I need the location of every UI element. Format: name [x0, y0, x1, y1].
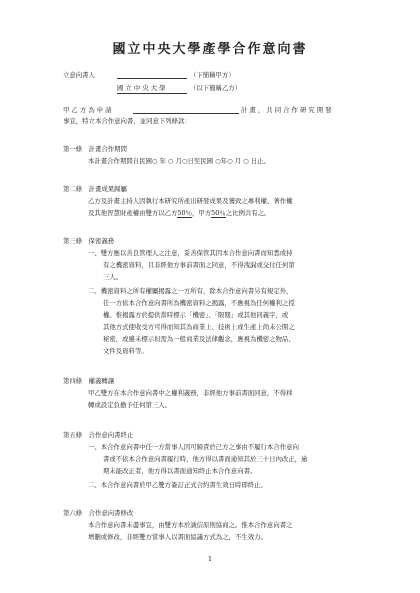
section-2-line-2: [88, 209, 270, 218]
document-title: 國立中央大學產學合作意向書: [112, 42, 308, 57]
intro-line-2: 事宜，特立本合作意向書，並同意下列條款：: [63, 117, 191, 125]
section-5-heading: 第五條 合作意向書終止: [63, 431, 134, 439]
section-5-item-2: 二、本合作意向書於甲乙雙方簽訂正式合約書生效日時即終止。: [88, 481, 267, 489]
section-3-heading: 第三條 保密義務: [63, 237, 115, 245]
section-6-heading: 第六條 合作意向書修改: [63, 509, 134, 517]
section-4-line-2: 轉或設定負擔予任何第三人。: [88, 401, 172, 409]
signer-label: 立意向書人: [63, 71, 95, 79]
section-4-line-1: 甲乙雙方在本合作意向書中之權利義務，非經他方事前書面同意，不得移: [88, 389, 293, 397]
section-3-item-2-line-2: 任一方依本合作意向書所為機密資料之揭露，不應視為任何權利之授: [103, 299, 295, 307]
section-6-line-1: 本合作意向書未盡事宜，由雙方本於誠信原則協商之。惟本合作意向書之: [88, 521, 293, 529]
section-5-item-1-line-2: 書或不依本合作意向書履行時，他方得以書面通知其於三十日內改正，逾: [103, 455, 308, 463]
section-3-item-1-line-1: 一、雙方應以善良管理人之注意，妥善保管其因本合作意向書而知悉或持: [88, 249, 293, 257]
section-3-item-1-line-3: 三人。: [103, 273, 123, 281]
section-3-item-2-line-6: 文件及資料等。: [103, 347, 148, 355]
party-a-share: 50％: [211, 209, 226, 217]
section-5-item-1-line-3: 期未能改正者，他方得以書面通知終止本合作意向書。: [103, 467, 257, 475]
section-3-item-2-line-5: 秘密，或雖未標示但需為一般商業及法律觀念，應視為機密之物品、: [103, 335, 295, 343]
section-3-item-2-line-4: 其他方式使收受方可得而知其為商業上、技術上或生產上尚未公開之: [103, 323, 295, 331]
section-2-line-1: 乙方及計畫主持人因執行本研究所產出研發成果及獲致之專利權、著作權: [88, 197, 293, 205]
page-number: 1: [207, 555, 213, 563]
section-1-body: 本計畫合作期間自民國○ 年 ○ 月○日至民國 ○年○ 月 ○ 日止。: [88, 157, 270, 165]
project-name-blank[interactable]: [133, 106, 239, 114]
section-4-heading: 第四條 權義轉讓: [63, 377, 115, 385]
section-2-text-a: 及其他智慧財產權由雙方以乙方: [88, 209, 178, 217]
intro-line-1a: 甲 乙 方 為 申 請: [63, 106, 112, 114]
party-b-name: 國 立 中 央 大 學: [117, 84, 187, 94]
section-2-text-c: 之比例共有之。: [225, 209, 271, 217]
section-2-text-b: ，甲方: [192, 209, 212, 217]
section-2-heading: 第二條 計畫成果歸屬: [63, 185, 127, 193]
section-5-item-1-line-1: 一、本合作意向書中任一方當事人因可歸責於己方之事由不履行本合作意向: [88, 443, 299, 451]
section-3-item-2-line-3: 權。惟揭露方於提供當時標示「機密」、「限閱」或其他同義字，或: [103, 311, 289, 319]
section-3-item-2-line-1: 二、機密資料之所有權屬揭露之一方所有，除本合作意向書另有規定外，: [88, 287, 293, 295]
party-b-note: （以下簡稱乙方）: [190, 84, 242, 92]
intro-line-1b: 計 畫 ， 共 同 合 作 研 究 開 發: [241, 106, 332, 114]
party-b-share: 50％: [177, 209, 192, 217]
section-6-line-2: 增刪或修改，非經雙方當事人以書面協議方式為之，不生效力。: [88, 533, 267, 541]
party-a-note: （下簡稱甲方）: [190, 71, 235, 79]
section-3-item-1-line-2: 有之機密資料，且非經他方事前書面之同意，不得洩漏或交付任何第: [103, 261, 295, 269]
party-a-name-blank[interactable]: [117, 71, 187, 79]
section-1-heading: 第一條 計畫合作期間: [63, 145, 127, 153]
